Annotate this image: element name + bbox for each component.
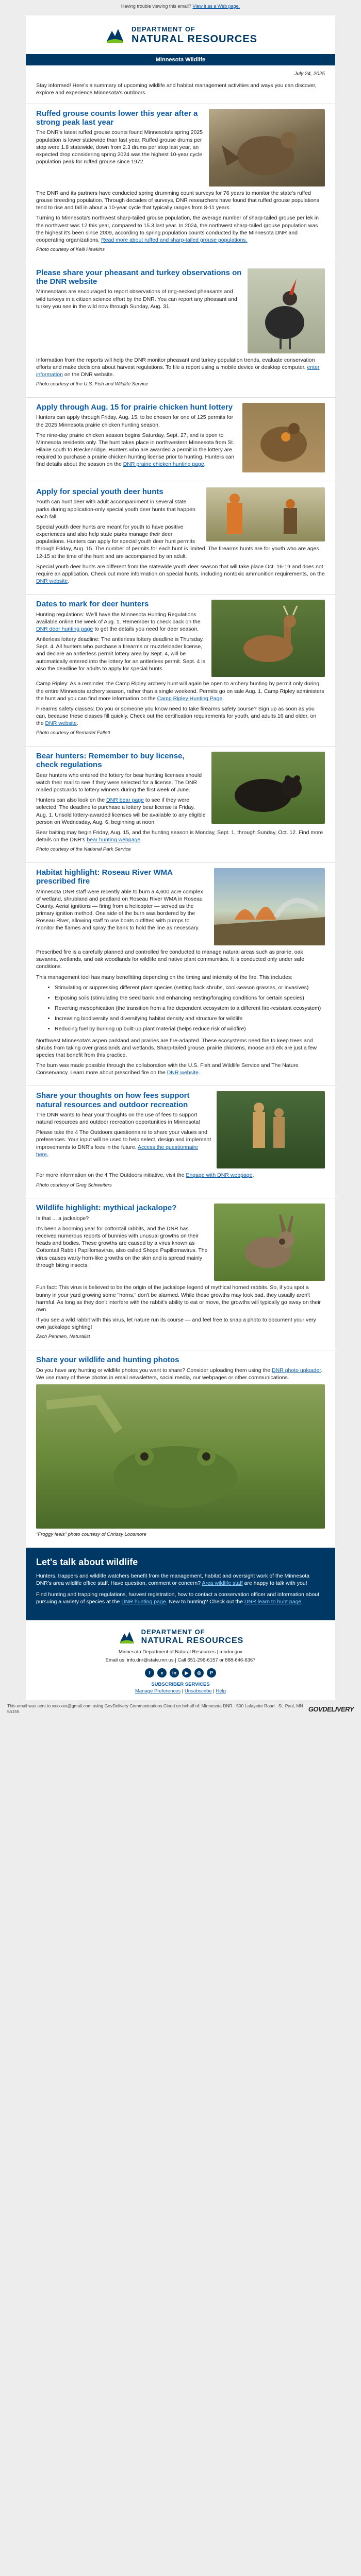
deer-p4: Firearms safety classes: Do you or someone you know need to take firearms safety course? Sign up as soon as you can, because these classes fill quickly. Check out the certification requirements for youth, and adults 16 and older, on the bbox=[36, 705, 317, 727]
brand-line2: NATURAL RESOURCES bbox=[131, 33, 258, 45]
roseau-dnr-link[interactable]: DNR website bbox=[167, 1070, 199, 1076]
x-icon[interactable]: x bbox=[157, 1668, 167, 1677]
deer-p1: Hunting regulations: We'll have the Minnesota Hunting Regulations available online the week of Aug. 1. Remember to check back on the bbox=[36, 611, 201, 625]
manage-preferences-link[interactable]: Manage Preferences bbox=[135, 1688, 181, 1694]
prairie-chicken-page-link[interactable]: DNR prairie chicken hunting page bbox=[123, 461, 204, 468]
bear-hunting-webpage-link[interactable]: bear hunting webpage bbox=[87, 837, 141, 843]
fire-benefits-list bbox=[55, 984, 325, 1033]
pheasant-credit: Photo courtesy of the U.S. Fish and Wildlife Service bbox=[36, 381, 149, 387]
fees-title: Share your thoughts on how fees support natural resources and outdoor recreation bbox=[36, 1091, 190, 1109]
fees-p1: The DNR wants to hear your thoughts on the use of fees to support natural resources and outdoor recreation opportunities in Minnesota! bbox=[36, 1111, 201, 1126]
instagram-icon[interactable]: ◎ bbox=[194, 1668, 204, 1677]
fees-credit: Photo courtesy of Greg Schweiters bbox=[36, 1182, 112, 1188]
lets-talk-title: Let's talk about wildlife bbox=[36, 1556, 138, 1567]
roseau-p4: Northwest Minnesota's aspen parkland and prairies are fire-adapted. These ecosystems need fire to keep trees and shrubs from taking over grasslands and wetlands. Sharp-tailed grouse, prairie chickens, moose and elk are just a few species that benefit from this practice. bbox=[36, 1037, 317, 1058]
lets-talk-p1-end: are happy to talk with you! bbox=[244, 1580, 307, 1587]
deer-p1-end: to get the details you need for deer season. bbox=[94, 625, 199, 632]
pheasant-photo bbox=[248, 268, 325, 353]
jackalope-p3: If you see a wild rabbit with this virus, let nature run its course — and feel free to snap a photo to document your very own jackalope sighting! bbox=[36, 1317, 316, 1331]
section-grouse bbox=[26, 104, 335, 263]
deer-credit: Photo courtesy of Bernadet Fallett bbox=[36, 730, 110, 736]
help-link[interactable]: Help bbox=[216, 1688, 226, 1694]
bear-p3: Bear baiting may begin Friday, Aug. 15, and the hunting season is Monday, Sept. 1, through Sunday, Oct. 12. Find more details on the DNR's bbox=[36, 829, 323, 843]
youtube-icon[interactable]: ▶ bbox=[182, 1668, 191, 1677]
youth-p2: Special youth deer hunts are meant for youth to have positive experiences and also help state parks manage their deer populations. Hunters can apply for special youth deer hunt permits through Friday, Aug. 15. The number of permits for each hunt is limited. The firearms hunts are for youth who are ages 12-15 at the time of the hunt and are accompanied by an adult. bbox=[36, 523, 319, 560]
social-links bbox=[26, 1665, 335, 1681]
fees-photo bbox=[217, 1091, 325, 1168]
youth-deer-title: Apply for special youth deer hunts bbox=[36, 487, 163, 497]
prairie-chicken-photo bbox=[242, 403, 325, 472]
bear-p2-end: to see if they were selected. The deadline to purchase a lottery bear license is Friday, Aug. 1. Unsold lottery-awarded licenses will be available to any eligible person on Wednesday, Aug. 6, beginning at noon. bbox=[36, 797, 206, 825]
dnr-footer-logo-icon bbox=[118, 1628, 136, 1646]
intro-text: Stay informed! Here's a summary of upcoming wildlife and habitat management activities and ways you can discover, explore and experience Minnesota's outdoors. bbox=[36, 82, 317, 96]
pheasant-p2-end: on the DNR website. bbox=[64, 371, 114, 378]
pheasant-p2: Information from the reports will help the DNR monitor pheasant and turkey population trends, evaluate conservation efforts and make decisions about harvest regulations. To file a report using a mobile device or desktop computer, bbox=[36, 357, 315, 371]
jackalope-title: Wildlife highlight: mythical jackalope? bbox=[36, 1204, 177, 1213]
section-jackalope bbox=[26, 1198, 335, 1350]
bear-p2: Hunters can also look on the bbox=[36, 797, 105, 804]
engage-dnr-link[interactable]: Engage with DNR webpage bbox=[186, 1172, 253, 1179]
lets-talk-p2-mid: . New to hunting? Check out the bbox=[166, 1599, 243, 1605]
list-item: • Exposing soils (stimulating the seed bank and enhancing nesting/foraging conditions for certain species) bbox=[55, 994, 325, 1002]
pheasant-p1: Minnesotans are encouraged to report observations of ring-necked pheasants and wild turkeys in a citizen science effort by the DNR. You can report any pheasant and turkey you see in the wild now through Sunday, Aug. 31. bbox=[36, 289, 237, 310]
facebook-icon[interactable]: f bbox=[145, 1668, 154, 1677]
area-wildlife-staff-link[interactable]: Area wildlife staff bbox=[202, 1580, 243, 1587]
photos-p1: Do you have any hunting or wildlife photos you want to share? Consider uploading them using the bbox=[36, 1367, 271, 1374]
issue-date: July 24, 2025 bbox=[294, 71, 325, 77]
subscriber-services-label: SUBSCRIBER SERVICES bbox=[151, 1682, 210, 1688]
view-web-link[interactable]: View it as a Web page. bbox=[192, 4, 240, 9]
bear-credit: Photo courtesy of the National Park Service bbox=[36, 846, 131, 853]
learn-to-hunt-link[interactable]: DNR learn to hunt page bbox=[244, 1599, 302, 1605]
jackalope-credit: Zach Perimen, Naturalist bbox=[36, 1334, 90, 1340]
bear-title: Bear hunters: Remember to buy license, check regulations bbox=[36, 752, 185, 770]
roseau-title: Habitat highlight: Roseau River WMA prescribed fire bbox=[36, 868, 173, 886]
youth-dnr-link[interactable]: DNR website bbox=[36, 578, 68, 585]
grouse-credit: Photo courtesy of Kelli Hawkins bbox=[36, 247, 105, 253]
footer-logo bbox=[26, 1620, 335, 1648]
footer-line1: Minnesota Department of Natural Resources | mndnr.gov bbox=[118, 1649, 243, 1655]
grouse-title: Ruffed grouse counts lower this year after a strong peak last year bbox=[36, 109, 198, 127]
youth-p1: Youth can hunt deer with adult accompaniment in several state parks during application-only special youth deer hunts that happen each fall. bbox=[36, 499, 195, 520]
prairie-chicken-title: Apply through Aug. 15 for prairie chicken hunt lottery bbox=[36, 403, 233, 412]
bear-p1: Bear hunters who entered the lottery for bear hunting licenses should watch their mail to see if they were selected for a license. The DNR mailed postcards to lottery winners during the first week of June. bbox=[36, 772, 202, 793]
lets-talk-p1: Hunters, trappers and wildlife watchers benefit from the management, habitat and oversight work of the Minnesota DNR's area wildlife office staff. Have question, comment or concern? bbox=[36, 1572, 309, 1587]
froggy-caption: "Froggy feels" photo courtesy of Chrissy Loosmore bbox=[36, 1531, 146, 1537]
deer-hunting-page-link[interactable]: DNR deer hunting page bbox=[36, 625, 93, 632]
froggy-photo bbox=[36, 1384, 325, 1529]
footer-line2: Email us: info.dnr@state.mn.us | Call 651-296-6157 or 888-646-6367 bbox=[105, 1657, 256, 1664]
list-item: • Reverting mesophication (the transition from a fire dependent ecosystem to a different fire-resistant ecosystem) bbox=[55, 1005, 325, 1012]
footer-brand-line1: DEPARTMENT OF bbox=[141, 1628, 205, 1636]
pheasant-enter-link[interactable]: enter information bbox=[36, 364, 320, 378]
prairie-p2: The nine-day prairie chicken season begins Saturday, Sept. 27, and is open to Minnesota residents only. The hunt takes place in northwestern Minnesota from St. Hilaire south to Breckenridge. Hunters who are awarded a permit in the lottery are required to purchase a prairie chicken hunting license prior to hunting. Hunters can find details about the season on the bbox=[36, 432, 235, 468]
photo-uploader-link[interactable]: DNR photo uploader bbox=[272, 1367, 321, 1374]
questionnaire-link[interactable]: Access the questionnaire here. bbox=[36, 1144, 199, 1158]
deer-dates-title: Dates to mark for deer hunters bbox=[36, 600, 149, 609]
fees-p3: For more information on the 4 The Outdoors initiative, visit the bbox=[36, 1172, 185, 1179]
prairie-p1: Hunters can apply through Friday, Aug. 15, to be chosen for one of 125 permits for the 2025 Minnesota prairie chicken hunting season. bbox=[36, 414, 234, 428]
footer-brand-line2: NATURAL RESOURCES bbox=[141, 1636, 244, 1646]
jackalope-p2: Fun fact: This virus is believed to be the origin of the jackalope legend of mythical horned rabbits. So, if you spot a bunny in your yard growing some "horns," don't be alarmed. While these growths may look bad, they usually aren't harmful. As long as they don't interfere with the rabbit's ability to eat or move, the growths will typically go away on their own. bbox=[36, 1284, 321, 1313]
camp-ripley-link[interactable]: Camp Ripley Hunting Page bbox=[157, 695, 223, 702]
grouse-read-more-link[interactable]: Read more about ruffed and sharp-tailed grouse populations. bbox=[101, 236, 248, 243]
list-item: • Increasing biodiversity and diversifying habitat density and structure for wildlife bbox=[55, 1015, 325, 1022]
section-youth-deer: Apply for special youth deer hunts Youth can hunt deer with adult accompaniment in several state parks during application-only special youth deer hunts that happen each fall. Special youth deer hunts are meant for youth to have positive experiences and also help state parks manage their deer populations. Hunters can apply for special youth deer hunt permits through Friday, Aug. 15. The number of permits for each hunt is limited. The firearms hunts are for youth who are ages 12-15 at the time of the hunt and are accompanied by an adult. Special youth deer hunts are different from the statewide youth deer season that will take place Oct. 16-19 and does not require an application. Check out more information on special hunts, including nontoxic ammunition requirements, on the DNR website. bbox=[26, 482, 335, 594]
newsletter-title-bar: Minnesota Wildlife bbox=[26, 54, 335, 65]
subscriber-services: SUBSCRIBER SERVICES Manage Preferences | Unsubscribe | Help bbox=[26, 1681, 335, 1700]
deer-photo bbox=[211, 600, 325, 677]
grouse-photo bbox=[209, 109, 325, 187]
brand-line1: DEPARTMENT OF bbox=[131, 25, 195, 33]
section-fees-survey: Share your thoughts on how fees support natural resources and outdoor recreation The DNR wants to hear your thoughts on the use of fees to support natural resources and outdoor recreation opportunities in Minnesota! Please take the 4 The Outdoors questionnaire to share your values and preferences. Your input will be used to help select, design and implement improvements to DNR's fees in the future. Access the questionnaire here. For more information on the 4 The Outdoors initiative, visit the Engage with DNR webpage. Photo courtesy of Greg Schweiters bbox=[26, 1086, 335, 1198]
jackalope-photo bbox=[214, 1204, 325, 1281]
preheader-text: Having trouble viewing this email? bbox=[121, 4, 191, 9]
photos-title: Share your wildlife and hunting photos bbox=[36, 1355, 179, 1365]
bear-page-link[interactable]: DNR bear page bbox=[106, 797, 144, 804]
lets-talk-p2: Find hunting and trapping regulations, harvest registration, how to contact a conservation officer and information about pursuing a variety of species at the bbox=[36, 1591, 320, 1605]
deer-p3: Camp Ripley: As a reminder, the Camp Ripley archery hunt will again be open to archery hunting by permit only during the entire Minnesota archery season, rather than a single weekend. Permits go on sale Aug. 1. Camp Ripley administers the hunt and you can find more information on the bbox=[36, 681, 324, 702]
youth-deer-photo bbox=[206, 487, 325, 541]
fees-p2: Please take the 4 The Outdoors questionnaire to share your values and preferences. Your input will be used to help select, design and implement improvements to DNR's fees in the future. bbox=[36, 1129, 211, 1150]
lets-talk-block: Let's talk about wildlife Hunters, trappers and wildlife watchers benefit from the management, habitat and oversight work of the Minnesota DNR's area wildlife office staff. Have question, comment or concern? Area wildlife staff are happy to talk with you! Find hunting and trapping regulations, harvest registration, how to contact a conservation officer and information about pursuing a variety of species at the DNR hunting page. New to hunting? Check out the DNR learn to hunt page. bbox=[26, 1548, 335, 1620]
preheader bbox=[0, 0, 361, 15]
masthead bbox=[26, 15, 335, 54]
legal-footer bbox=[0, 1700, 361, 1718]
email-body bbox=[26, 15, 335, 1700]
jackalope-sub: Is that ... a jackalope? bbox=[36, 1215, 89, 1222]
photos-p1-end: . We use many of these photos in email newsletters, social media, our webpages or other communications. bbox=[36, 1367, 323, 1381]
grouse-p3: Turning to Minnesota's northwest sharp-tailed grouse population, the average number of sharp-tailed grouse per lek in the northwest was 12 this year, compared to 15.3 last year. In 2024, the northwest sharp-tailed grouse population was the highest it's been since 2009, according to spring population counts conducted by the Minnesota DNR and cooperating organizations. bbox=[36, 215, 319, 243]
youth-p3: Special youth deer hunts are different from the statewide youth deer season that will take place Oct. 16-19 and does not require an application. Check out more information on special hunts, including nontoxic ammunition requirements, on the bbox=[36, 563, 325, 577]
section-roseau-fire: Habitat highlight: Roseau River WMA prescribed fire Minnesota DNR staff were recently able to burn a 4,600 acre complex of wetland, shrubland and peatland on Roseau River WMA in Roseau County. Aerial ignitions — firing from a helicopter — served as the primary ignition method. One side of the burn was bordered by the Roseau River, allowing staff to use boats outfitted with pumps to monitor the flames and spray the bank to hold the line as necessary. Prescribed fire is a carefully planned and controlled fire conducted to manage natural areas such as prairie, oak savanna, wetlands, and oak woodlands for wildlife and native plant communities. It is conducted only under safe conditions. This management tool has many benefitting depending on the timing and intensity of the fire. This includes: • Stimulating or suppressing different plant species (setting back shrubs, cool-season grasses, or invasives) • Exposing soils (stimulating the seed bank and enhancing nesting/foraging conditions for certain species) • Reverting mesophication (the transition from a fire dependent ecosystem to a different fire-resistant ecosystem) • Increasing biodiversity and diversifying habitat density and structure for wildlife • Reducing fuel by burning up built-up plant material (helps reduce risk of wildfire) Northwest Minnesota's aspen parkland and prairies are fire-adapted. These ecosystems need fire to keep trees and shrubs from taking over grasslands and wetlands. Sharp-tailed grouse, prairie chickens, moose and elk are just a few species that benefit from this practice. The burn was made possible through the collaboration with the U.S. Fish and Wildlife Service and The Nature Conservancy. Learn more about prescribed fire on the DNR website. bbox=[26, 862, 335, 1086]
section-bear: Bear hunters: Remember to buy license, check regulations Bear hunters who entered the lottery for bear hunting licenses should watch their mail to see if they were selected for a license. The DNR mailed postcards to lottery winners during the first week of June. Hunters can also look on the DNR bear page to see if they were selected. The deadline to purchase a lottery bear license is Friday, Aug. 1. Unsold lottery-awarded licenses will be available to any eligible person on Wednesday, Aug. 6, beginning at noon. Bear baiting may begin Friday, Aug. 15, and the hunting season is Monday, Sept. 1, through Sunday, Oct. 12. Find more details on the DNR's bear hunting webpage. Photo courtesy of the National Park Service bbox=[26, 746, 335, 862]
roseau-p2: Prescribed fire is a carefully planned and controlled fire conducted to manage natural areas such as prairie, oak savanna, wetlands, and oak woodlands for wildlife and native plant communities. It is conducted only under safe conditions. bbox=[36, 949, 305, 970]
jackalope-p1: It's been a booming year for cottontail rabbits, and the DNR has received numerous reports of bunnies with unusual growths on their heads and bodies. These growths are caused by a virus known as Cottontail Rabbit Papillomavirus, also called Shope Papillomavirus. The virus causes warty horn-like growths on the skin and is spread mainly through biting insects. bbox=[36, 1225, 208, 1268]
section-prairie-chicken: Apply through Aug. 15 for prairie chicken hunt lottery Hunters can apply through Friday, Aug. 15, to be chosen for one of 125 permits for the 2025 Minnesota prairie chicken hunting season. The nine-day prairie chicken season begins Saturday, Sept. 27, and is open to Minnesota residents only. The hunt takes place in northwestern Minnesota from St. Hilaire south to Breckenridge. Hunters who are awarded a permit in the lottery are required to purchase a prairie chicken hunting license prior to hunting. Hunters can find details about the season on the DNR prairie chicken hunting page. bbox=[26, 397, 335, 482]
section-share-photos bbox=[26, 1350, 335, 1547]
section-pheasant bbox=[26, 263, 335, 397]
roseau-p3: This management tool has many benefitting depending on the timing and intensity of the fire. This includes: bbox=[36, 974, 293, 980]
unsubscribe-link[interactable]: Unsubscribe bbox=[184, 1688, 212, 1694]
roseau-p5: The burn was made possible through the collaboration with the U.S. Fish and Wildlife Service and The Nature Conservancy. Learn more about prescribed fire on the bbox=[36, 1062, 299, 1076]
dnr-logo-icon bbox=[104, 24, 126, 46]
firearms-safety-link[interactable]: DNR website bbox=[45, 720, 77, 727]
grouse-p2: The DNR and its partners have conducted spring drumming count surveys for 76 years to monitor the state's ruffed grouse breeding population. Through decades of surveys, DNR researchers have found that ruffed grouse populations tend to rise and fall in about a 10-year cycle that typically ranges from 8-11 years. bbox=[36, 190, 319, 211]
list-item: • Reducing fuel by burning up built-up plant material (helps reduce risk of wildfire) bbox=[55, 1025, 325, 1032]
roseau-p1: Minnesota DNR staff were recently able to burn a 4,600 acre complex of wetland, shrubland and peatland on Roseau River WMA in Roseau County. Aerial ignitions — firing from a helicopter — served as the primary ignition method. One side of the burn was bordered by the Roseau River, allowing staff to use boats outfitted with pumps to monitor the flames and spray the bank to hold the line as necessary. bbox=[36, 888, 203, 931]
linkedin-icon[interactable]: in bbox=[170, 1668, 179, 1677]
prescribed-fire-photo bbox=[214, 868, 325, 945]
pinterest-icon[interactable]: P bbox=[207, 1668, 216, 1677]
list-item: • Stimulating or suppressing different plant species (setting back shrubs, cool-season grasses, or invasives) bbox=[55, 984, 325, 991]
footer-wordmark bbox=[141, 1628, 244, 1645]
govdelivery-logo: GOVDELIVERY bbox=[308, 1705, 354, 1713]
pheasant-title: Please share your pheasant and turkey observations on the DNR website bbox=[36, 268, 242, 286]
dnr-hunting-page-link[interactable]: DNR hunting page bbox=[121, 1599, 166, 1605]
section-deer-dates: Dates to mark for deer hunters Hunting regulations: We'll have the Minnesota Hunting Regulations available online the week of Aug. 1. Remember to check back on the DNR deer hunting page to get the details you need for deer season. Antlerless lottery deadline: The antlerless lottery deadline is Thursday, Sept. 4. All hunters who purchase a firearms or muzzleloader license, and declare an antlerless permit lottery area by Sept. 4, will be automatically entered into the lottery for an antlerless permit. Sept. 4 is also the deadline for adults to apply for special hunts. Camp Ripley: As a reminder, the Camp Ripley archery hunt will again be open to archery hunting by permit only during the entire Minnesota archery season, rather than a single weekend. Permits go on sale Aug. 1. Camp Ripley administers the hunt and you can find more information on the Camp Ripley Hunting Page. Firearms safety classes: Do you or someone you know need to take firearms safety course? Sign up as soon as you can, because these classes fill quickly. Check out the certification requirements for youth, and adults 16 and older, on the DNR website. Photo courtesy of Bernadet Fallett bbox=[26, 594, 335, 746]
bear-photo bbox=[211, 752, 325, 824]
grouse-p1: The DNR's latest ruffed grouse counts found Minnesota's spring 2025 population is lower statewide than last year. Ruffed grouse drums per stop were 1.8 statewide, down from 2.3 drums per stop last year, an expected drop considering spring 2024 was the highest 10-year cycle population peak for ruffed grouse since 1972. bbox=[36, 129, 203, 165]
deer-p2: Antlerless lottery deadline: The antlerless lottery deadline is Thursday, Sept. 4. All hunters who purchase a firearms or muzzleloader license, and declare an antlerless permit lottery area by Sept. 4, will be automatically entered into the lottery for an antlerless permit. Sept. 4 is also the deadline for adults to apply for special hunts. bbox=[36, 636, 205, 672]
legal-text: This email was sent to xxxxxxx@gmail.com using GovDelivery Communications Cloud on behalf of: Minnesota DNR · 500 Lafayette Road · St. Paul, MN 55155 bbox=[7, 1703, 303, 1715]
brand-wordmark bbox=[132, 25, 257, 45]
